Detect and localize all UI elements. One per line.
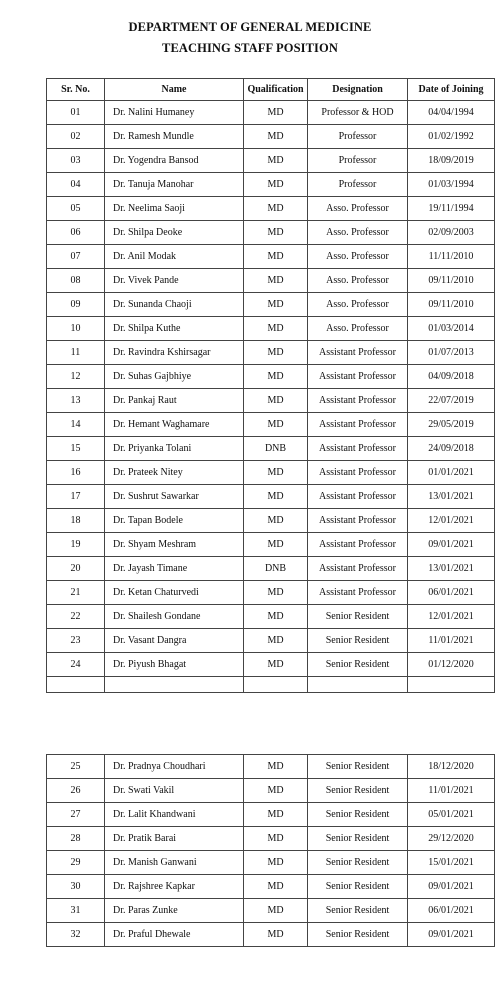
- cell-date-of-joining: 01/01/2021: [408, 461, 495, 485]
- cell-sr-no: 20: [47, 557, 105, 581]
- empty-cell: [105, 677, 244, 693]
- cell-name: Dr. Pankaj Raut: [105, 389, 244, 413]
- cell-sr-no: 28: [47, 827, 105, 851]
- cell-sr-no: 29: [47, 851, 105, 875]
- cell-designation: Senior Resident: [308, 827, 408, 851]
- cell-date-of-joining: 19/11/1994: [408, 197, 495, 221]
- cell-sr-no: 02: [47, 125, 105, 149]
- cell-name: Dr. Shilpa Deoke: [105, 221, 244, 245]
- cell-qualification: MD: [244, 317, 308, 341]
- cell-date-of-joining: 09/01/2021: [408, 875, 495, 899]
- cell-date-of-joining: 04/09/2018: [408, 365, 495, 389]
- cell-designation: Professor: [308, 125, 408, 149]
- cell-date-of-joining: 01/12/2020: [408, 653, 495, 677]
- table-row: [47, 827, 495, 851]
- cell-designation: Senior Resident: [308, 851, 408, 875]
- cell-qualification: MD: [244, 197, 308, 221]
- cell-sr-no: 03: [47, 149, 105, 173]
- cell-designation: Senior Resident: [308, 629, 408, 653]
- cell-designation: Assistant Professor: [308, 437, 408, 461]
- cell-name: Dr. Swati Vakil: [105, 779, 244, 803]
- cell-qualification: MD: [244, 851, 308, 875]
- table-row: [47, 293, 495, 317]
- table-row: [47, 173, 495, 197]
- cell-date-of-joining: 04/04/1994: [408, 101, 495, 125]
- cell-designation: Professor & HOD: [308, 101, 408, 125]
- table-row: [47, 245, 495, 269]
- table-row: [47, 317, 495, 341]
- table-row: [47, 125, 495, 149]
- table-row: [47, 653, 495, 677]
- staff-table-page-2: [46, 754, 495, 947]
- cell-name: Dr. Vasant Dangra: [105, 629, 244, 653]
- cell-qualification: MD: [244, 605, 308, 629]
- cell-designation: Assistant Professor: [308, 365, 408, 389]
- cell-designation: Senior Resident: [308, 779, 408, 803]
- table-row: [47, 101, 495, 125]
- cell-date-of-joining: 06/01/2021: [408, 581, 495, 605]
- cell-date-of-joining: 15/01/2021: [408, 851, 495, 875]
- empty-row: [47, 677, 495, 693]
- cell-name: Dr. Nalini Humaney: [105, 101, 244, 125]
- cell-designation: Senior Resident: [308, 653, 408, 677]
- cell-name: Dr. Sunanda Chaoji: [105, 293, 244, 317]
- cell-designation: Assistant Professor: [308, 557, 408, 581]
- cell-date-of-joining: 29/05/2019: [408, 413, 495, 437]
- cell-name: Dr. Vivek Pande: [105, 269, 244, 293]
- cell-name: Dr. Suhas Gajbhiye: [105, 365, 244, 389]
- cell-qualification: MD: [244, 149, 308, 173]
- cell-name: Dr. Ravindra Kshirsagar: [105, 341, 244, 365]
- cell-qualification: MD: [244, 341, 308, 365]
- table-row: [47, 803, 495, 827]
- cell-sr-no: 16: [47, 461, 105, 485]
- cell-designation: Senior Resident: [308, 899, 408, 923]
- cell-name: Dr. Anil Modak: [105, 245, 244, 269]
- cell-sr-no: 26: [47, 779, 105, 803]
- cell-qualification: MD: [244, 365, 308, 389]
- cell-name: Dr. Paras Zunke: [105, 899, 244, 923]
- cell-name: Dr. Shilpa Kuthe: [105, 317, 244, 341]
- cell-qualification: MD: [244, 779, 308, 803]
- cell-qualification: MD: [244, 485, 308, 509]
- header-designation: Designation: [308, 79, 408, 101]
- table-row: [47, 485, 495, 509]
- cell-date-of-joining: 01/07/2013: [408, 341, 495, 365]
- cell-designation: Asso. Professor: [308, 245, 408, 269]
- cell-name: Dr. Lalit Khandwani: [105, 803, 244, 827]
- table-row: [47, 605, 495, 629]
- cell-qualification: MD: [244, 509, 308, 533]
- table-row: [47, 629, 495, 653]
- cell-date-of-joining: 02/09/2003: [408, 221, 495, 245]
- cell-date-of-joining: 11/01/2021: [408, 629, 495, 653]
- table-row: [47, 581, 495, 605]
- cell-name: Dr. Rajshree Kapkar: [105, 875, 244, 899]
- cell-date-of-joining: 18/09/2019: [408, 149, 495, 173]
- cell-date-of-joining: 01/02/1992: [408, 125, 495, 149]
- cell-date-of-joining: 13/01/2021: [408, 557, 495, 581]
- cell-qualification: MD: [244, 461, 308, 485]
- cell-qualification: MD: [244, 245, 308, 269]
- cell-qualification: MD: [244, 899, 308, 923]
- cell-date-of-joining: 13/01/2021: [408, 485, 495, 509]
- header-sr-no: Sr. No.: [47, 79, 105, 101]
- cell-sr-no: 11: [47, 341, 105, 365]
- cell-qualification: DNB: [244, 557, 308, 581]
- cell-date-of-joining: 12/01/2021: [408, 605, 495, 629]
- cell-sr-no: 10: [47, 317, 105, 341]
- table-row: [47, 755, 495, 779]
- page-title: DEPARTMENT OF GENERAL MEDICINE: [128, 20, 372, 34]
- staff-table-page-1: [46, 78, 495, 693]
- table-row: [47, 875, 495, 899]
- cell-qualification: MD: [244, 173, 308, 197]
- cell-qualification: MD: [244, 875, 308, 899]
- table-header-row: [47, 79, 495, 101]
- cell-name: Dr. Tanuja Manohar: [105, 173, 244, 197]
- table-row: [47, 269, 495, 293]
- cell-designation: Senior Resident: [308, 803, 408, 827]
- table-row: [47, 851, 495, 875]
- cell-qualification: MD: [244, 389, 308, 413]
- cell-sr-no: 06: [47, 221, 105, 245]
- cell-date-of-joining: 22/07/2019: [408, 389, 495, 413]
- cell-designation: Senior Resident: [308, 605, 408, 629]
- cell-date-of-joining: 12/01/2021: [408, 509, 495, 533]
- cell-name: Dr. Shailesh Gondane: [105, 605, 244, 629]
- cell-designation: Asso. Professor: [308, 269, 408, 293]
- cell-qualification: MD: [244, 269, 308, 293]
- cell-name: Dr. Yogendra Bansod: [105, 149, 244, 173]
- cell-date-of-joining: 11/11/2010: [408, 245, 495, 269]
- cell-sr-no: 23: [47, 629, 105, 653]
- cell-sr-no: 05: [47, 197, 105, 221]
- cell-name: Dr. Shyam Meshram: [105, 533, 244, 557]
- cell-qualification: MD: [244, 923, 308, 947]
- table-row: [47, 533, 495, 557]
- cell-date-of-joining: 29/12/2020: [408, 827, 495, 851]
- cell-qualification: MD: [244, 629, 308, 653]
- table-row: [47, 557, 495, 581]
- table-row: [47, 779, 495, 803]
- cell-designation: Assistant Professor: [308, 461, 408, 485]
- cell-qualification: MD: [244, 413, 308, 437]
- header-name: Name: [105, 79, 244, 101]
- empty-cell: [244, 677, 308, 693]
- cell-name: Dr. Priyanka Tolani: [105, 437, 244, 461]
- cell-qualification: MD: [244, 125, 308, 149]
- cell-sr-no: 32: [47, 923, 105, 947]
- table-row: [47, 413, 495, 437]
- empty-cell: [408, 677, 495, 693]
- cell-date-of-joining: 01/03/2014: [408, 317, 495, 341]
- cell-qualification: MD: [244, 101, 308, 125]
- cell-qualification: DNB: [244, 437, 308, 461]
- empty-cell: [47, 677, 105, 693]
- cell-qualification: MD: [244, 653, 308, 677]
- cell-name: Dr. Pradnya Choudhari: [105, 755, 244, 779]
- cell-sr-no: 24: [47, 653, 105, 677]
- cell-designation: Assistant Professor: [308, 581, 408, 605]
- cell-designation: Assistant Professor: [308, 509, 408, 533]
- cell-designation: Senior Resident: [308, 875, 408, 899]
- cell-sr-no: 17: [47, 485, 105, 509]
- cell-designation: Asso. Professor: [308, 197, 408, 221]
- cell-sr-no: 22: [47, 605, 105, 629]
- cell-designation: Asso. Professor: [308, 221, 408, 245]
- cell-sr-no: 08: [47, 269, 105, 293]
- cell-date-of-joining: 09/01/2021: [408, 923, 495, 947]
- table-row: [47, 197, 495, 221]
- cell-name: Dr. Ramesh Mundle: [105, 125, 244, 149]
- empty-cell: [308, 677, 408, 693]
- cell-designation: Assistant Professor: [308, 341, 408, 365]
- cell-sr-no: 14: [47, 413, 105, 437]
- table-row: [47, 437, 495, 461]
- cell-qualification: MD: [244, 533, 308, 557]
- cell-sr-no: 07: [47, 245, 105, 269]
- cell-name: Dr. Jayash Timane: [105, 557, 244, 581]
- cell-name: Dr. Prateek Nitey: [105, 461, 244, 485]
- cell-date-of-joining: 11/01/2021: [408, 779, 495, 803]
- table-row: [47, 461, 495, 485]
- table-row: [47, 509, 495, 533]
- cell-sr-no: 04: [47, 173, 105, 197]
- cell-qualification: MD: [244, 755, 308, 779]
- table-row: [47, 221, 495, 245]
- cell-designation: Assistant Professor: [308, 485, 408, 509]
- cell-sr-no: 13: [47, 389, 105, 413]
- cell-qualification: MD: [244, 581, 308, 605]
- cell-name: Dr. Sushrut Sawarkar: [105, 485, 244, 509]
- cell-name: Dr. Pratik Barai: [105, 827, 244, 851]
- cell-designation: Assistant Professor: [308, 533, 408, 557]
- cell-designation: Asso. Professor: [308, 317, 408, 341]
- cell-designation: Senior Resident: [308, 923, 408, 947]
- table-row: [47, 923, 495, 947]
- cell-designation: Professor: [308, 149, 408, 173]
- cell-name: Dr. Neelima Saoji: [105, 197, 244, 221]
- header-qualification: Qualification: [244, 79, 308, 101]
- cell-designation: Asso. Professor: [308, 293, 408, 317]
- cell-designation: Assistant Professor: [308, 389, 408, 413]
- cell-sr-no: 21: [47, 581, 105, 605]
- cell-sr-no: 09: [47, 293, 105, 317]
- cell-date-of-joining: 06/01/2021: [408, 899, 495, 923]
- cell-name: Dr. Manish Ganwani: [105, 851, 244, 875]
- cell-sr-no: 12: [47, 365, 105, 389]
- cell-sr-no: 18: [47, 509, 105, 533]
- cell-qualification: MD: [244, 827, 308, 851]
- cell-sr-no: 27: [47, 803, 105, 827]
- table-row: [47, 149, 495, 173]
- cell-date-of-joining: 09/11/2010: [408, 269, 495, 293]
- cell-designation: Assistant Professor: [308, 413, 408, 437]
- page-subtitle: TEACHING STAFF POSITION: [162, 41, 338, 55]
- cell-name: Dr. Piyush Bhagat: [105, 653, 244, 677]
- table-row: [47, 365, 495, 389]
- header-date-of-joining: Date of Joining: [408, 79, 495, 101]
- cell-date-of-joining: 18/12/2020: [408, 755, 495, 779]
- cell-sr-no: 30: [47, 875, 105, 899]
- cell-name: Dr. Praful Dhewale: [105, 923, 244, 947]
- cell-qualification: MD: [244, 803, 308, 827]
- cell-designation: Professor: [308, 173, 408, 197]
- cell-date-of-joining: 09/01/2021: [408, 533, 495, 557]
- cell-date-of-joining: 05/01/2021: [408, 803, 495, 827]
- cell-sr-no: 31: [47, 899, 105, 923]
- cell-sr-no: 19: [47, 533, 105, 557]
- cell-date-of-joining: 09/11/2010: [408, 293, 495, 317]
- cell-sr-no: 01: [47, 101, 105, 125]
- cell-name: Dr. Ketan Chaturvedi: [105, 581, 244, 605]
- cell-date-of-joining: 24/09/2018: [408, 437, 495, 461]
- cell-date-of-joining: 01/03/1994: [408, 173, 495, 197]
- cell-name: Dr. Tapan Bodele: [105, 509, 244, 533]
- table-row: [47, 341, 495, 365]
- cell-sr-no: 25: [47, 755, 105, 779]
- cell-designation: Senior Resident: [308, 755, 408, 779]
- table-row: [47, 389, 495, 413]
- cell-sr-no: 15: [47, 437, 105, 461]
- cell-qualification: MD: [244, 293, 308, 317]
- cell-qualification: MD: [244, 221, 308, 245]
- table-row: [47, 899, 495, 923]
- cell-name: Dr. Hemant Waghamare: [105, 413, 244, 437]
